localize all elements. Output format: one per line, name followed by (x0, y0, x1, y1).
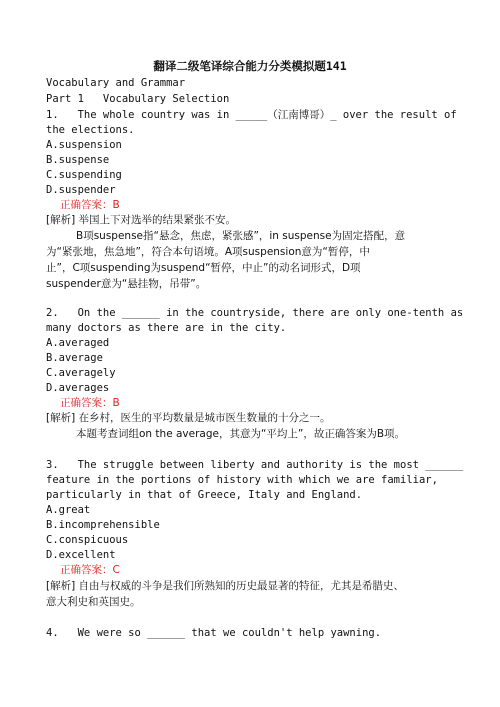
question-2-text-cont: many doctors as there are in the city. (46, 322, 287, 334)
question-1-analysis-5: suspender意为“悬挂物，吊带”。 (46, 278, 207, 290)
question-1-analysis-1: [解析] 举国上下对选举的结果紧张不安。 (46, 214, 237, 226)
question-2-option-d: D.averages (46, 382, 110, 394)
question-3-analysis-1: [解析] 自由与权威的斗争是我们所熟知的历史最显著的特征，尤其是希腊史、 (46, 580, 405, 592)
question-3-text-cont-2: particularly in that of Greece, Italy and England. (46, 489, 363, 501)
question-2-analysis-2: 本题考查词组on the average，其意为“平均上”，故正确答案为B项。 (76, 428, 406, 440)
question-3-option-c: C.conspicuous (46, 534, 129, 546)
question-1-answer: 正确答案：B (60, 199, 120, 211)
page-title: 翻译二级笔译综合能力分类模拟题141 (153, 59, 347, 73)
section-heading: Vocabulary and Grammar (46, 77, 186, 89)
question-1-analysis-2: B项suspense指“悬念，焦虑，紧张感”，in suspense为固定搭配，意 (76, 230, 406, 242)
question-3-option-b: B.incomprehensible (46, 519, 160, 531)
question-3-option-a: A.great (46, 504, 91, 516)
question-1-option-c: C.suspending (46, 169, 122, 181)
question-2-option-c: C.averagely (46, 367, 116, 379)
question-1-analysis-3: 为“紧张地，焦急地”，符合本句语境。A项suspension意为“暂停，中 (46, 246, 370, 258)
question-2-analysis-1: [解析] 在乡村，医生的平均数量是城市医生数量的十分之一。 (46, 412, 331, 424)
question-1-option-d: D.suspender (46, 184, 116, 196)
question-3-analysis-2: 意大利史和英国史。 (46, 596, 141, 608)
question-3-answer: 正确答案：C (60, 564, 120, 576)
question-2-answer: 正确答案：B (60, 397, 120, 409)
question-3-text: 3. The struggle between liberty and authority is the most ______ (46, 459, 464, 471)
question-1-analysis-4: 止”，C项suspending为suspend“暂停，中止”的动名词形式，D项 (46, 262, 361, 274)
question-3-text-cont: feature in the portions of history with which we are familiar, (46, 474, 438, 486)
question-1-text-cont: the elections. (46, 124, 135, 136)
question-2-text: 2. On the ______ in the countryside, there are only one-tenth as (46, 307, 464, 319)
question-1-option-b: B.suspense (46, 154, 110, 166)
question-4-text: 4. We were so ______ that we couldn't help yawning. (46, 627, 382, 639)
question-1-text: 1. The whole country was in _____（江南博哥）_ over the result of (46, 109, 457, 121)
question-2-option-b: B.average (46, 352, 103, 364)
question-2-option-a: A.averaged (46, 337, 110, 349)
part-heading: Part 1 Vocabulary Selection (46, 93, 230, 105)
question-1-option-a: A.suspension (46, 139, 122, 151)
question-3-option-d: D.excellent (46, 549, 116, 561)
